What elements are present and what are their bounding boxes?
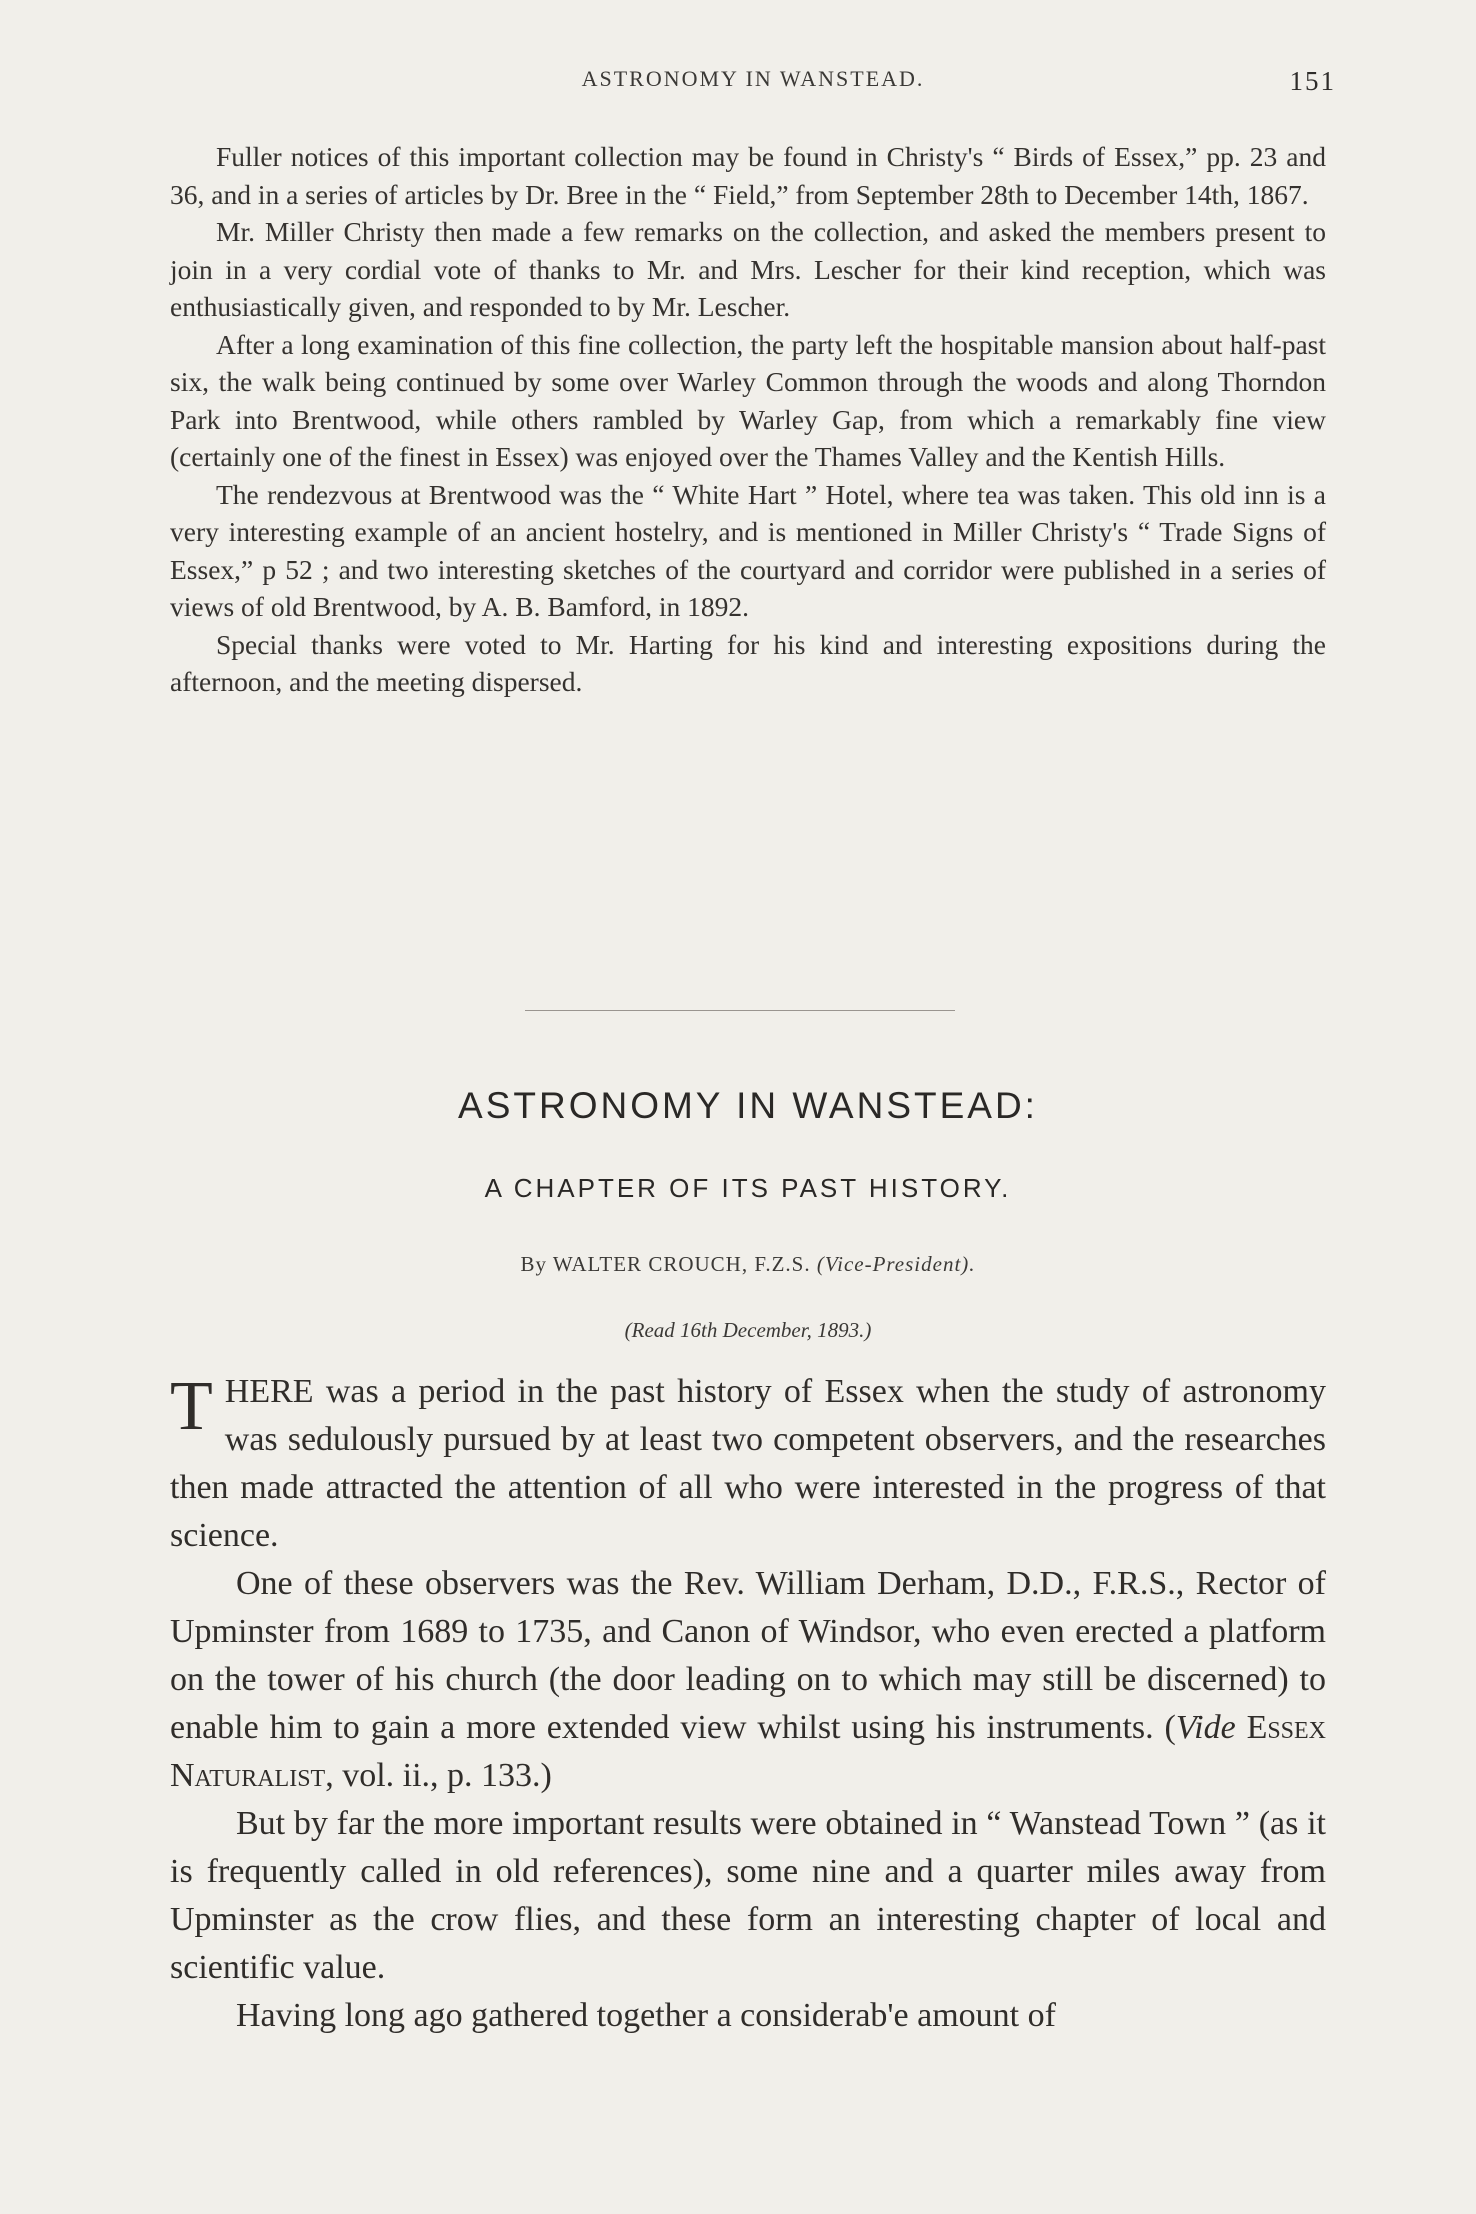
- byline-author: WALTER CROUCH, F.Z.S.: [552, 1252, 811, 1276]
- byline: [170, 1252, 1326, 1277]
- drop-cap: T: [170, 1368, 213, 1445]
- page-number: 151: [1289, 66, 1336, 96]
- article-body: [170, 1368, 1326, 2040]
- byline-role: (Vice-President).: [816, 1252, 976, 1276]
- reference-open: (: [1164, 1709, 1176, 1746]
- byline-prefix: By: [520, 1252, 547, 1276]
- reference-journal: Essex Naturalist: [170, 1709, 1327, 1794]
- running-head: [170, 66, 1336, 106]
- read-date-note: (Read 16th December, 1893.): [624, 1318, 872, 1342]
- paragraph: Special thanks were voted to Mr. Harting for his kind and interesting expositions during the afternoon, and the meeting dispersed.: [170, 628, 1326, 697]
- paragraph-text: One of these observers was the Rev. William Derham, D.D., F.R.S., Rector of Upminster from 1689 to 1735, and Canon of Windsor, who even erected a platform on the tower of his church (the door leading on to which may still be discerned) to enable him to gain a more extended view whilst using his instruments.: [170, 1565, 1326, 1746]
- paragraph: The rendezvous at Brentwood was the “ White Hart ” Hotel, where tea was taken. This old inn is a very interesting example of an ancient hostelry, and is mentioned in Miller Christy's “ Trade Signs of Essex,” p 52 ; and two interesting sketches of the courtyard and corridor were published in a series of views of old Brentwood, by A. B. Bamford, in 1892.: [170, 478, 1326, 622]
- paragraph: But by far the more important results were obtained in “ Wanstead Town ” (as it is frequently called in old references), some nine and a quarter miles away from Upminster as the crow flies, and these form an interesting chapter of local and scientific value.: [170, 1805, 1326, 1986]
- paragraph: [170, 1368, 1326, 1560]
- previous-article-text: [170, 138, 1326, 701]
- paragraph: Fuller notices of this important collection may be found in Christy's “ Birds of Essex,” pp. 23 and 36, and in a series of articles by Dr. Bree in the “ Field,” from September 28th to December 14th, 1867.: [170, 141, 1326, 210]
- paragraph: [170, 1560, 1326, 1800]
- reference-tail: , vol. ii., p. 133.): [325, 1757, 552, 1794]
- paragraph: Having long ago gathered together a considerab'e amount of: [236, 1997, 1056, 2034]
- article-title: ASTRONOMY IN WANSTEAD:: [458, 1085, 1038, 1126]
- paragraph-text: HERE was a period in the past history of Essex when the study of astronomy was sedulously pursued by at least two competent observers, and the researches then made attracted the attention of all who were interested in the progress of that science.: [170, 1373, 1326, 1554]
- paragraph: Mr. Miller Christy then made a few remarks on the collection, and asked the members present to join in a very cordial vote of thanks to Mr. and Mrs. Lescher for their kind reception, which was enthusiastically given, and responded to by Mr. Lescher.: [170, 216, 1326, 322]
- section-divider: [525, 1010, 955, 1011]
- running-head-title: ASTRONOMY IN WANSTEAD.: [581, 66, 925, 91]
- reference-vide: Vide: [1175, 1709, 1236, 1746]
- article-subtitle: A CHAPTER OF ITS PAST HISTORY.: [484, 1173, 1012, 1203]
- paragraph: After a long examination of this fine collection, the party left the hospitable mansion about half-past six, the walk being continued by some over Warley Common through the woods and along Thorndon Park into Brentwood, while others rambled by Warley Gap, from which a remarkably fine view (certainly one of the finest in Essex) was enjoyed over the Thames Valley and the Kentish Hills.: [170, 328, 1326, 472]
